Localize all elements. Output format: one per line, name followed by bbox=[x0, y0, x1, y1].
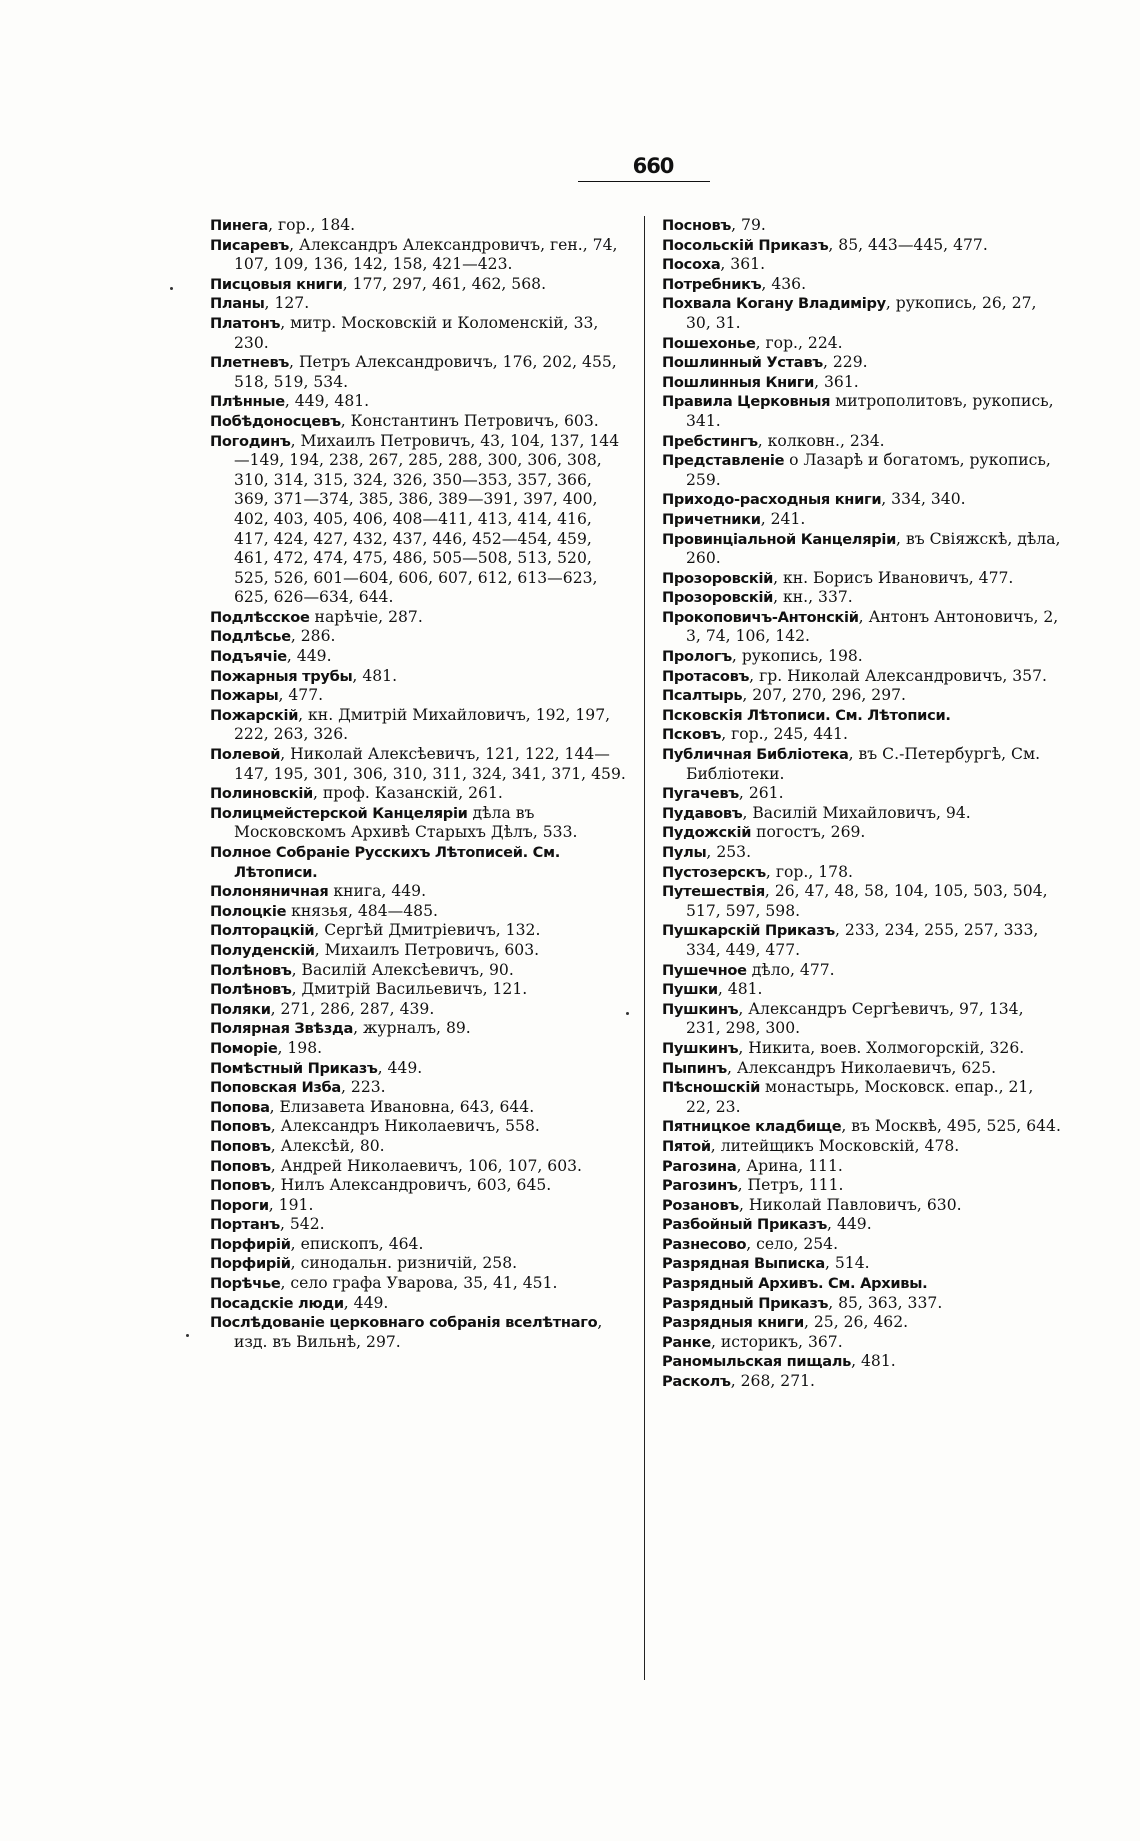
entry-heading: Раномыльская пищаль bbox=[662, 1353, 852, 1371]
entry-heading: Полицмейстерской Канцеляріи bbox=[210, 804, 468, 822]
entry-heading: Пошлинный Уставъ bbox=[662, 354, 823, 372]
entry-heading: Полторацкій bbox=[210, 922, 315, 940]
entry-heading: Пудожскій bbox=[662, 824, 752, 842]
index-entry bbox=[210, 843, 630, 882]
index-entry bbox=[662, 1294, 1062, 1314]
entry-heading: Правила Церковныя bbox=[662, 393, 831, 411]
entry-heading: Подъячіе bbox=[210, 648, 287, 666]
index-entry bbox=[662, 275, 1062, 295]
index-entry bbox=[210, 1098, 630, 1118]
entry-heading: Пыпинъ bbox=[662, 1059, 727, 1077]
entry-heading: Порфирій bbox=[210, 1255, 291, 1273]
entry-heading: Пушечное bbox=[662, 961, 747, 979]
entry-references: , Петръ Александровичъ, 176, 202, 455, 518, 519, 534. bbox=[234, 353, 617, 391]
index-entry bbox=[662, 334, 1062, 354]
index-entry bbox=[210, 1254, 630, 1274]
entry-references: , 26, 47, 48, 58, 104, 105, 503, 504, 517, 597, 598. bbox=[686, 882, 1048, 920]
index-entry bbox=[662, 980, 1062, 1000]
entry-references: , 79. bbox=[731, 216, 766, 234]
entry-references: , въ С.-Петербургѣ, См. Библіотеки. bbox=[686, 745, 1041, 783]
entry-heading: Погодинъ bbox=[210, 432, 291, 450]
index-entry bbox=[210, 412, 630, 432]
entry-references: нарѣчіе, 287. bbox=[309, 607, 423, 626]
entry-heading: Полѣновъ bbox=[210, 961, 292, 979]
paper-speck bbox=[170, 287, 173, 290]
entry-references: , 85, 363, 337. bbox=[828, 1293, 943, 1312]
entry-heading: Разрядныя книги bbox=[662, 1314, 804, 1332]
index-column-left bbox=[210, 216, 630, 1352]
entry-heading: Рагозинъ bbox=[662, 1177, 738, 1195]
index-entry bbox=[662, 1137, 1062, 1157]
entry-references: , 233, 234, 255, 257, 333, 334, 449, 477. bbox=[686, 921, 1039, 959]
entry-heading: Полное Собраніе Русскихъ Лѣтописей. См. Лѣтописи. bbox=[210, 844, 560, 881]
entry-references: , Михаилъ Петровичъ, 43, 104, 137, 144—149, 194, 238, 267, 285, 288, 300, 306, 308, 310, 314, 315, 324, 326, 350—353, 357, 366, 369, 371—374, 385, 386, 389—391, 397, 400, 402, 403, 405, 406, 408—411, 413, 414, 416, 417, 424, 427, 432, 437, 446, 452—454, 459, 461, 472, 474, 475, 486, 505—508, 513, 520, 525, 526, 601—604, 606, 607, 612, 613—623, 625, 626—634, 644. bbox=[234, 431, 620, 607]
entry-heading: Пушки bbox=[662, 981, 718, 999]
entry-references: , Константинъ Петровичъ, 603. bbox=[340, 411, 599, 430]
entry-references: , 481. bbox=[851, 1352, 896, 1371]
index-entry bbox=[662, 667, 1062, 687]
entry-heading: Полоцкіе bbox=[210, 902, 287, 920]
entry-references: , Александръ Николаевичъ, 625. bbox=[726, 1058, 997, 1077]
entry-heading: Планы bbox=[210, 295, 265, 313]
entry-heading: Пустозерскъ bbox=[662, 863, 766, 881]
index-entry bbox=[210, 1117, 630, 1137]
index-entry bbox=[662, 686, 1062, 706]
entry-heading: Пулы bbox=[662, 844, 707, 861]
entry-heading: Ранке bbox=[662, 1333, 711, 1351]
entry-heading: Публичная Библіотека bbox=[662, 746, 849, 764]
entry-heading: Посоха bbox=[662, 256, 721, 274]
entry-references: , 334, 340. bbox=[881, 490, 966, 509]
index-entry bbox=[210, 1000, 630, 1020]
entry-heading: Поповъ bbox=[210, 1137, 271, 1155]
index-entry bbox=[662, 863, 1062, 883]
index-entry bbox=[210, 1019, 630, 1039]
entry-references: , рукопись, 198. bbox=[731, 647, 863, 666]
index-entry bbox=[662, 255, 1062, 275]
entry-references: , 25, 26, 462. bbox=[803, 1313, 909, 1332]
index-entry bbox=[662, 882, 1062, 921]
entry-heading: Протасовъ bbox=[662, 667, 750, 685]
entry-heading: Прологъ bbox=[662, 648, 732, 666]
entry-heading: Прозоровскій bbox=[662, 569, 774, 587]
index-entry bbox=[662, 823, 1062, 843]
entry-references: , 514. bbox=[824, 1254, 870, 1273]
entry-references: , 542. bbox=[279, 1215, 325, 1234]
index-entry bbox=[210, 745, 630, 784]
entry-references: , 449. bbox=[377, 1058, 423, 1077]
entry-heading: Разрядный Архивъ. См. Архивы. bbox=[662, 1275, 928, 1293]
entry-heading: Поповская Изба bbox=[210, 1079, 341, 1097]
index-entry bbox=[210, 961, 630, 981]
entry-references: , Николай Павловичъ, 630. bbox=[738, 1195, 962, 1214]
entry-heading: Пятой bbox=[662, 1137, 711, 1155]
entry-heading: Похвала Когану Владиміру bbox=[662, 295, 886, 313]
entry-references: , Михаилъ Петровичъ, 603. bbox=[314, 940, 540, 959]
entry-heading: Представленіе bbox=[662, 452, 785, 470]
index-entry bbox=[662, 588, 1062, 608]
index-entry bbox=[210, 1059, 630, 1079]
entry-heading: Разнесово bbox=[662, 1235, 747, 1253]
entry-references: , кн. Борисъ Ивановичъ, 477. bbox=[773, 568, 1014, 587]
index-entry bbox=[662, 510, 1062, 530]
entry-references: , Василій Михайловичъ, 94. bbox=[742, 803, 971, 822]
entry-references: , 449. bbox=[343, 1293, 389, 1312]
index-entry bbox=[662, 1059, 1062, 1079]
index-entry bbox=[210, 882, 630, 902]
index-entry bbox=[662, 745, 1062, 784]
index-entry bbox=[210, 432, 630, 608]
entry-heading: Пребстингъ bbox=[662, 432, 758, 450]
entry-heading: Пудавовъ bbox=[662, 804, 743, 822]
index-entry bbox=[210, 941, 630, 961]
index-entry bbox=[210, 294, 630, 314]
entry-references: , Андрей Николаевичъ, 106, 107, 603. bbox=[270, 1156, 582, 1175]
index-entry bbox=[210, 667, 630, 687]
entry-heading: Пушкинъ bbox=[662, 1039, 739, 1057]
entry-references: , 207, 270, 296, 297. bbox=[742, 686, 907, 705]
entry-heading: Разбойный Приказъ bbox=[662, 1216, 828, 1234]
entry-heading: Причетники bbox=[662, 510, 761, 528]
entry-references: , село, 254. bbox=[746, 1234, 839, 1253]
entry-references: , Александръ Николаевичъ, 558. bbox=[270, 1117, 540, 1136]
entry-references: , Дмитрій Васильевичъ, 121. bbox=[291, 980, 528, 999]
entry-heading: Посольскій Приказъ bbox=[662, 236, 829, 254]
index-entry bbox=[662, 294, 1062, 333]
entry-references: , кн. Дмитрій Михайловичъ, 192, 197, 222, 263, 326. bbox=[234, 705, 611, 744]
entry-references: князья, 484—485. bbox=[286, 901, 438, 920]
index-entry bbox=[662, 1372, 1062, 1392]
index-entry bbox=[662, 373, 1062, 393]
entry-references: , Алексѣй, 80. bbox=[270, 1136, 385, 1155]
entry-heading: Пошехонье bbox=[662, 334, 756, 352]
entry-references: , 85, 443—445, 477. bbox=[828, 235, 988, 254]
column-divider bbox=[644, 216, 645, 1680]
paper-speck bbox=[186, 1334, 189, 1337]
entry-references: , 253. bbox=[706, 843, 752, 861]
index-entry bbox=[210, 1176, 630, 1196]
index-entry bbox=[662, 706, 1062, 726]
entry-heading: Пожарскій bbox=[210, 706, 299, 724]
entry-heading: Пинега bbox=[210, 217, 269, 234]
entry-references: , Александръ Сергѣевичъ, 97, 134, 231, 298, 300. bbox=[686, 999, 1024, 1038]
index-entry bbox=[662, 216, 1062, 236]
entry-heading: Пожарныя трубы bbox=[210, 667, 353, 685]
index-entry bbox=[662, 725, 1062, 745]
entry-references: , въ Свіяжскѣ, дѣла, 260. bbox=[686, 529, 1061, 568]
entry-heading: Псалтырь bbox=[662, 687, 743, 705]
index-entry bbox=[662, 1313, 1062, 1333]
entry-references: , 177, 297, 461, 462, 568. bbox=[342, 274, 547, 293]
entry-heading: Поляки bbox=[210, 1000, 271, 1018]
entry-references: , гор., 184. bbox=[268, 216, 356, 234]
index-entry bbox=[210, 706, 630, 745]
entry-references: , 271, 286, 287, 439. bbox=[270, 999, 435, 1018]
index-entry bbox=[662, 784, 1062, 804]
index-entry bbox=[210, 647, 630, 667]
entry-references: , рукопись, 26, 27, 30, 31. bbox=[686, 294, 1037, 332]
entry-references: монастырь, Московск. епар., 21, 22, 23. bbox=[686, 1078, 1034, 1116]
index-entry bbox=[210, 1137, 630, 1157]
index-entry bbox=[662, 1000, 1062, 1039]
entry-heading: Пятницкое кладбище bbox=[662, 1118, 842, 1136]
entry-references: , историкъ, 367. bbox=[710, 1332, 843, 1351]
index-entry bbox=[662, 843, 1062, 863]
index-entry bbox=[662, 608, 1062, 647]
entry-heading: Полярная Звѣзда bbox=[210, 1020, 354, 1038]
entry-references: , 449, 481. bbox=[284, 392, 370, 411]
index-entry bbox=[210, 1274, 630, 1294]
index-entry bbox=[210, 1196, 630, 1216]
entry-references: , Николай Алексѣевичъ, 121, 122, 144—147, 195, 301, 306, 310, 311, 324, 341, 371, 459. bbox=[234, 745, 626, 783]
entry-heading: Пѣсношскій bbox=[662, 1079, 760, 1097]
index-entry bbox=[210, 980, 630, 1000]
entry-references: книга, 449. bbox=[328, 882, 427, 901]
index-entry bbox=[210, 236, 630, 275]
entry-heading: Писаревъ bbox=[210, 236, 290, 254]
entry-heading: Порѣчье bbox=[210, 1275, 281, 1293]
entry-heading: Писцовыя книги bbox=[210, 275, 343, 293]
entry-references: , литейщикъ Московскій, 478. bbox=[710, 1136, 960, 1155]
index-entry bbox=[662, 1254, 1062, 1274]
entry-references: , изд. въ Вильнѣ, 297. bbox=[234, 1313, 603, 1351]
entry-references: , епископъ, 464. bbox=[290, 1234, 424, 1253]
entry-references: , Никита, воев. Холмогорскій, 326. bbox=[738, 1038, 1025, 1057]
index-entry bbox=[662, 1235, 1062, 1255]
entry-heading: Полуденскій bbox=[210, 941, 315, 959]
entry-references: дѣло, 477. bbox=[746, 960, 835, 979]
entry-references: погостъ, 269. bbox=[751, 823, 866, 842]
entry-heading: Пошлинныя Книги bbox=[662, 373, 815, 391]
index-entry bbox=[662, 236, 1062, 256]
entry-references: , 449. bbox=[827, 1215, 872, 1234]
entry-references: , 449. bbox=[286, 647, 332, 666]
index-entry bbox=[210, 921, 630, 941]
index-entry bbox=[210, 784, 630, 804]
index-entry bbox=[210, 608, 630, 628]
entry-heading: Поморіе bbox=[210, 1039, 278, 1057]
index-entry bbox=[662, 1274, 1062, 1294]
page-number: 660 bbox=[632, 154, 674, 178]
entry-references: , проф. Казанскій, 261. bbox=[312, 784, 503, 803]
entry-heading: Разрядный Приказъ bbox=[662, 1294, 829, 1312]
index-entry bbox=[662, 1117, 1062, 1137]
index-entry bbox=[210, 216, 630, 236]
entry-references: , Нилъ Александровичъ, 603, 645. bbox=[270, 1176, 552, 1195]
entry-heading: Полиновскій bbox=[210, 785, 313, 803]
entry-references: , 361. bbox=[814, 372, 859, 391]
entry-references: , Петръ, 111. bbox=[737, 1176, 844, 1195]
entry-heading: Приходо-расходныя книги bbox=[662, 491, 882, 509]
entry-references: , Антонъ Антоновичъ, 2, 3, 74, 106, 142. bbox=[686, 607, 1059, 646]
entry-heading: Посновъ bbox=[662, 217, 732, 234]
entry-references: , митр. Московскій и Коломенскій, 33, 230. bbox=[234, 313, 599, 352]
entry-references: , 191. bbox=[268, 1195, 314, 1214]
entry-heading: Плетневъ bbox=[210, 354, 290, 372]
index-entry bbox=[210, 1235, 630, 1255]
entry-references: о Лазарѣ и богатомъ, рукопись, 259. bbox=[686, 451, 1051, 489]
entry-heading: Посадскіе люди bbox=[210, 1294, 344, 1312]
index-entry bbox=[662, 530, 1062, 569]
entry-references: митрополитовъ, рукопись, 341. bbox=[686, 392, 1054, 430]
entry-heading: Потребникъ bbox=[662, 275, 762, 293]
entry-references: , синодальн. ризничій, 258. bbox=[290, 1254, 518, 1273]
entry-heading: Пушкинъ bbox=[662, 1000, 739, 1018]
entry-references: , 361. bbox=[720, 255, 766, 274]
index-entry bbox=[210, 1215, 630, 1235]
entry-references: дѣла въ Московскомъ Архивѣ Старыхъ Дѣлъ, 533. bbox=[234, 803, 578, 842]
entry-heading: Прозоровскій bbox=[662, 589, 774, 607]
entry-references: , 286. bbox=[290, 627, 336, 646]
entry-references: , село графа Уварова, 35, 41, 451. bbox=[280, 1274, 558, 1293]
index-entry bbox=[210, 314, 630, 353]
entry-heading: Платонъ bbox=[210, 314, 281, 332]
index-entry bbox=[210, 902, 630, 922]
entry-heading: Провинціальной Канцеляріи bbox=[662, 530, 897, 548]
index-entry bbox=[662, 451, 1062, 490]
entry-references: , 229. bbox=[822, 353, 868, 372]
entry-references: , 481. bbox=[717, 980, 763, 999]
entry-references: , гор., 178. bbox=[765, 862, 853, 881]
entry-heading: Поповъ bbox=[210, 1177, 271, 1195]
index-entry bbox=[210, 686, 630, 706]
entry-references: , гор., 245, 441. bbox=[721, 725, 848, 744]
index-entry bbox=[662, 432, 1062, 452]
entry-heading: Послѣдованіе церковнаго собранія вселѣтнаго bbox=[210, 1314, 598, 1332]
index-entry bbox=[210, 804, 630, 843]
entry-heading: Попова bbox=[210, 1098, 270, 1116]
entry-heading: Расколъ bbox=[662, 1373, 731, 1391]
entry-heading: Пожары bbox=[210, 687, 279, 705]
entry-references: , колковн., 234. bbox=[757, 431, 885, 450]
entry-references: , 436. bbox=[761, 274, 807, 293]
entry-references: , 268, 271. bbox=[730, 1372, 815, 1391]
header-rule bbox=[578, 181, 710, 182]
entry-references: , 241. bbox=[760, 509, 806, 528]
index-entry bbox=[662, 1352, 1062, 1372]
entry-heading: Разрядная Выписка bbox=[662, 1255, 825, 1273]
entry-heading: Побѣдоносцевъ bbox=[210, 412, 341, 430]
entry-heading: Псковъ bbox=[662, 726, 722, 744]
entry-heading: Полѣновъ bbox=[210, 981, 292, 999]
entry-references: , Елизавета Ивановна, 643, 644. bbox=[269, 1097, 535, 1116]
entry-references: , въ Москвѣ, 495, 525, 644. bbox=[841, 1117, 1061, 1136]
index-entry bbox=[662, 1176, 1062, 1196]
index-entry bbox=[662, 490, 1062, 510]
entry-references: , Александръ Александровичъ, ген., 74, 107, 109, 136, 142, 158, 421—423. bbox=[234, 235, 618, 274]
index-entry bbox=[662, 1333, 1062, 1353]
entry-heading: Поповъ bbox=[210, 1118, 271, 1136]
entry-heading: Розановъ bbox=[662, 1196, 739, 1214]
index-entry bbox=[210, 353, 630, 392]
entry-heading: Путешествія bbox=[662, 883, 765, 901]
index-entry bbox=[210, 1157, 630, 1177]
index-entry bbox=[662, 1078, 1062, 1117]
index-entry bbox=[662, 647, 1062, 667]
entry-references: , гор., 224. bbox=[755, 333, 843, 352]
index-entry bbox=[662, 921, 1062, 960]
entry-references: , 477. bbox=[278, 686, 324, 705]
entry-heading: Рагозина bbox=[662, 1157, 737, 1175]
index-entry bbox=[662, 392, 1062, 431]
entry-heading: Подлѣсское bbox=[210, 608, 310, 626]
entry-heading: Прокоповичъ-Антонскій bbox=[662, 608, 859, 626]
index-entry bbox=[210, 1078, 630, 1098]
index-entry bbox=[210, 1294, 630, 1314]
entry-heading: Пушкарскій Приказъ bbox=[662, 922, 835, 940]
index-entry bbox=[662, 569, 1062, 589]
entry-heading: Псковскія Лѣтописи. См. Лѣтописи. bbox=[662, 706, 951, 724]
entry-references: , кн., 337. bbox=[773, 588, 853, 607]
entry-references: , 261. bbox=[738, 784, 784, 803]
entry-heading: Помѣстный Приказъ bbox=[210, 1059, 378, 1077]
index-entry bbox=[662, 353, 1062, 373]
index-entry bbox=[662, 1215, 1062, 1235]
entry-heading: Поповъ bbox=[210, 1157, 271, 1175]
entry-heading: Пороги bbox=[210, 1196, 269, 1214]
entry-heading: Полоняничная bbox=[210, 883, 329, 901]
index-entry bbox=[662, 1039, 1062, 1059]
index-entry bbox=[210, 627, 630, 647]
entry-heading: Портанъ bbox=[210, 1216, 280, 1234]
entry-references: , Василій Алексѣевичъ, 90. bbox=[291, 960, 514, 979]
entry-references: , 481. bbox=[352, 666, 398, 685]
entry-heading: Подлѣсье bbox=[210, 628, 291, 646]
entry-heading: Плѣнные bbox=[210, 393, 285, 411]
entry-heading: Порфирій bbox=[210, 1235, 291, 1253]
entry-references: , 127. bbox=[264, 294, 310, 313]
index-entry bbox=[662, 961, 1062, 981]
entry-references: , Сергѣй Дмитріевичъ, 132. bbox=[314, 921, 541, 940]
index-entry bbox=[662, 1157, 1062, 1177]
index-entry bbox=[210, 1039, 630, 1059]
entry-heading: Полевой bbox=[210, 746, 281, 764]
index-entry bbox=[210, 1313, 630, 1352]
entry-references: , журналъ, 89. bbox=[353, 1019, 471, 1038]
entry-heading: Пугачевъ bbox=[662, 785, 739, 803]
entry-references: , Арина, 111. bbox=[736, 1156, 843, 1175]
index-entry bbox=[662, 1196, 1062, 1216]
index-entry bbox=[662, 804, 1062, 824]
index-entry bbox=[210, 275, 630, 295]
index-column-right bbox=[662, 216, 1062, 1392]
paper-speck bbox=[626, 1012, 629, 1015]
entry-references: , 198. bbox=[277, 1038, 323, 1057]
index-entry bbox=[210, 392, 630, 412]
entry-references: , 223. bbox=[340, 1078, 386, 1097]
entry-references: , гр. Николай Александровичъ, 357. bbox=[749, 666, 1047, 685]
